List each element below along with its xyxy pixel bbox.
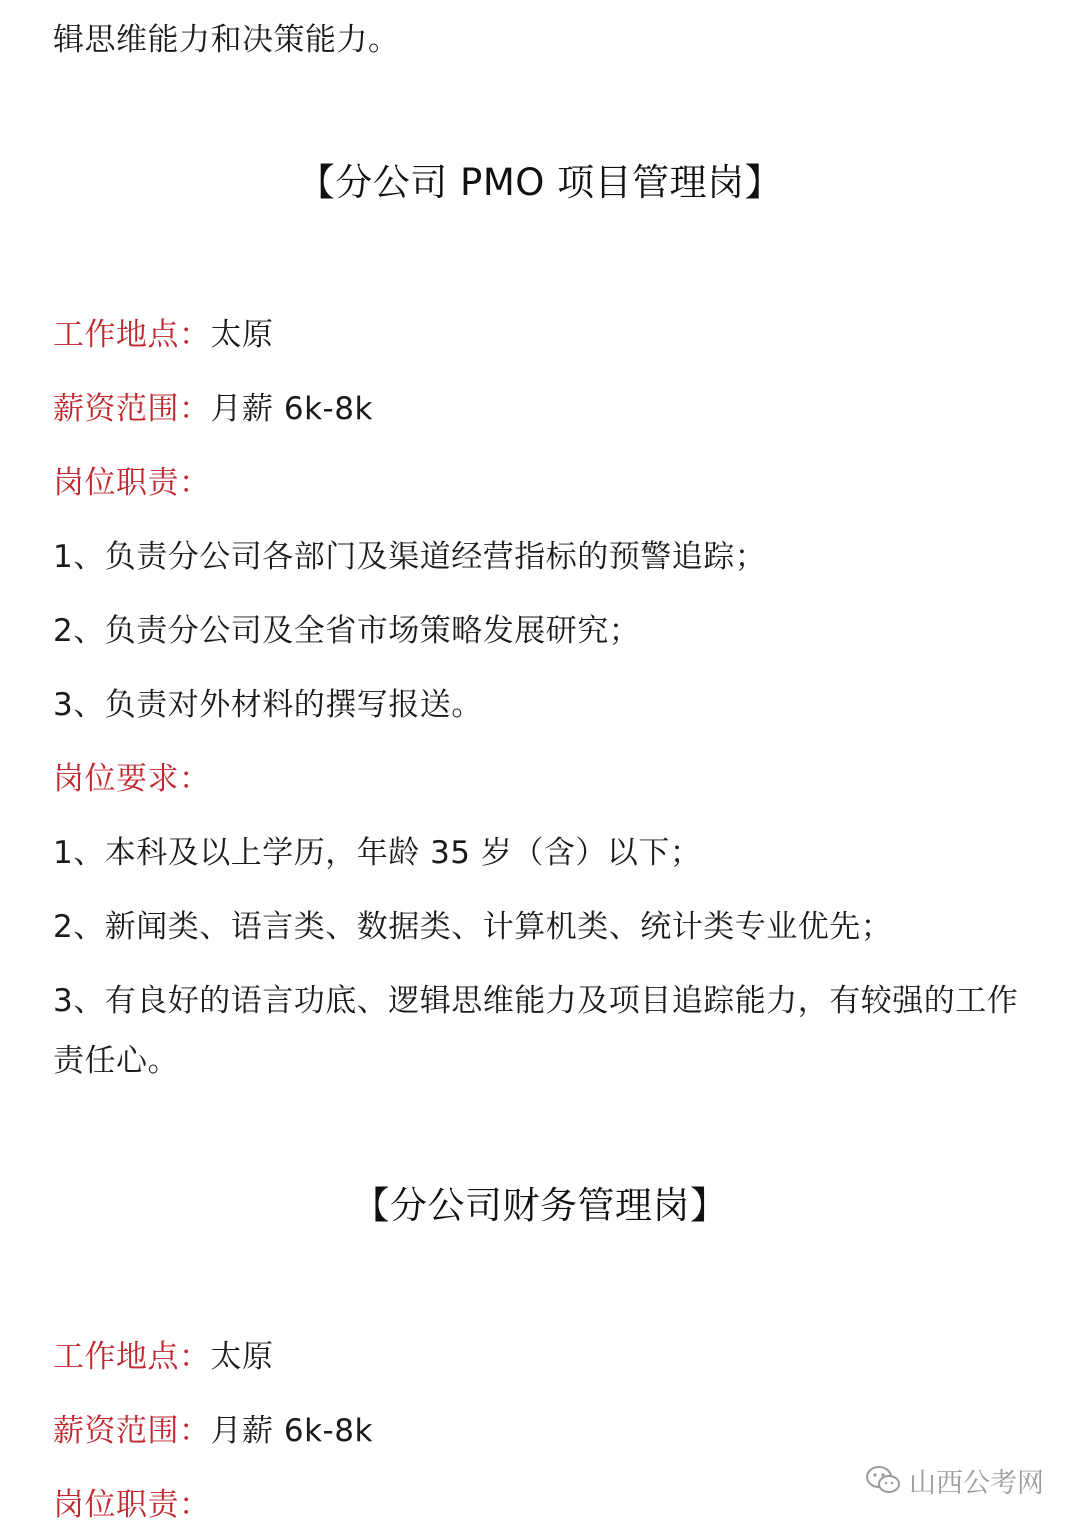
work-location-label: 工作地点： [53,317,211,353]
work-location-value: 太原 [210,1339,274,1375]
requirement-item: 2、新闻类、语言类、数据类、计算机类、统计类专业优先； [53,909,893,945]
salary-label: 薪资范围： [53,391,211,427]
work-location-row [53,1337,1030,1377]
requirements-label: 岗位要求： [53,761,211,797]
duty-item: 2、负责分公司及全省市场策略发展研究； [53,613,641,649]
work-location-row [53,315,1030,355]
salary-value: 月薪 6k-8k [210,391,373,427]
requirement-item: 3、有良好的语言功底、逻辑思维能力及项目追踪能力，有较强的工作责任心。 [53,983,1019,1079]
work-location-value: 太原 [210,317,274,353]
salary-label: 薪资范围： [53,1413,211,1449]
duties-label: 岗位职责： [53,1487,211,1523]
salary-row [53,1411,1030,1451]
duty-item: 1、负责分公司各部门及渠道经营指标的预警追踪； [53,539,767,575]
salary-value: 月薪 6k-8k [210,1413,373,1449]
section-title-finance: 【分公司财务管理岗】 [352,1184,728,1227]
salary-row [53,389,1030,429]
intro-text: 辑思维能力和决策能力。 [53,22,400,58]
requirement-item: 1、本科及以上学历，年龄 35 岁（含）以下； [53,835,702,871]
section-title-pmo: 【分公司 PMO 项目管理岗】 [297,161,783,204]
watermark [865,1460,1044,1500]
work-location-label: 工作地点： [53,1339,211,1375]
watermark-text: 山西公考网 [909,1467,1044,1499]
wechat-icon [865,1465,901,1495]
duties-label: 岗位职责： [53,465,211,501]
duty-item: 3、负责对外材料的撰写报送。 [53,687,483,723]
